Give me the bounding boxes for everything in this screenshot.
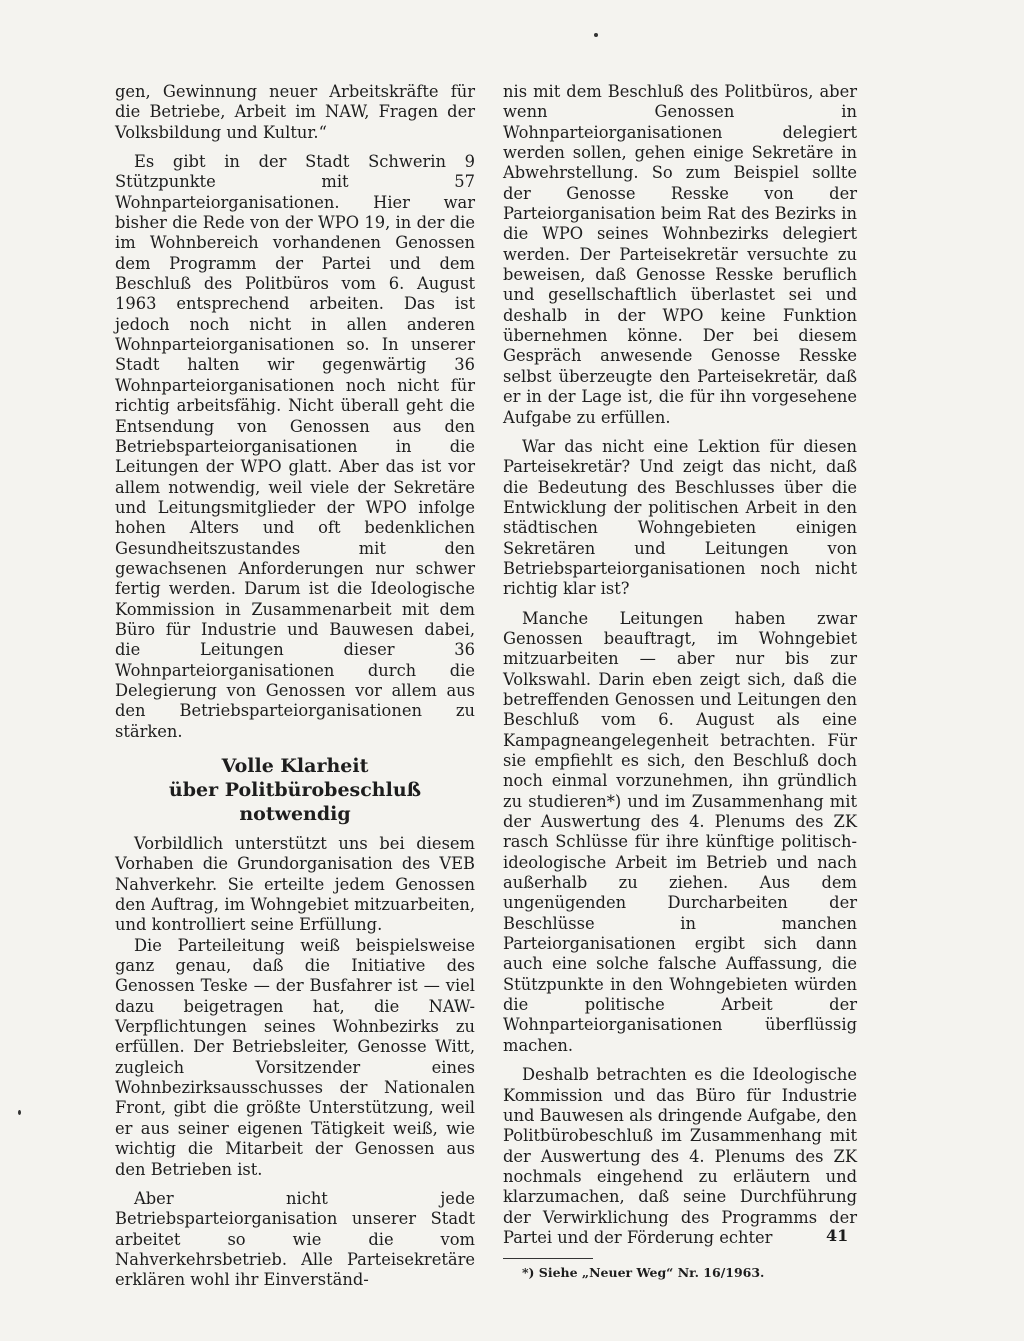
- right-column: [503, 82, 857, 1281]
- left-column: [115, 82, 475, 1291]
- section-heading-line-1: Volle Klarheit: [221, 755, 369, 777]
- page-number: 41: [826, 1226, 849, 1245]
- right-paragraph-2: War das nicht eine Lektion für diesen Parteisekretär? Und zeigt das nicht, daß die Bedeutung des Beschlusses über die Entwicklung der politischen Arbeit in den städtischen Wohngebieten einigen Sekretären und Leitungen von Betriebsparteiorganisationen noch nicht richtig klar ist?: [503, 436, 857, 599]
- left-paragraph-5: Aber nicht jede Betriebsparteiorganisation unserer Stadt arbeitet so wie die vom Nahverkehrsbetrieb. Alle Parteisekretäre erklären wohl ihr Einverständ-: [115, 1188, 475, 1290]
- footnote: *) Siehe „Neuer Weg“ Nr. 16/1963.: [522, 1265, 765, 1281]
- left-paragraph-3: Vorbildlich unterstützt uns bei diesem Vorhaben die Grundorganisation des VEB Nahverkehr. Sie erteilte jedem Genossen den Auftrag, im Wohngebiet mitzuarbeiten, und kontrolliert seine Erfüllung.: [115, 834, 475, 935]
- print-speck: [18, 1110, 21, 1115]
- print-speck: [594, 33, 598, 37]
- left-paragraph-1: gen, Gewinnung neuer Arbeitskräfte für die Betriebe, Arbeit im NAW, Fragen der Volksbildung und Kultur.“: [115, 82, 475, 142]
- section-heading: [115, 754, 475, 826]
- right-paragraph-1: nis mit dem Beschluß des Politbüros, aber wenn Genossen in Wohnparteiorganisationen delegiert werden sollen, gehen einige Sekretäre in Abwehrstellung. So zum Beispiel sollte der Genosse Resske von der Parteiorganisation beim Rat des Bezirks in die WPO seines Wohnbezirks delegiert werden. Der Parteisekretär versuchte zu beweisen, daß Genosse Resske beruflich und gesellschaftlich überlastet sei und deshalb in der WPO keine Funktion übernehmen könne. Der bei diesem Gespräch anwesende Genosse Resske selbst überzeugte den Parteisekretär, daß er in der Lage ist, die für ihn vorgesehene Aufgabe zu erfüllen.: [503, 82, 857, 427]
- right-paragraph-4: Deshalb betrachten es die Ideologische Kommission und das Büro für Industrie und Bauwesen als dringende Aufgabe, den Politbürobeschluß im Zusammenhang mit der Auswertung des 4. Plenums des ZK nochmals eingehend zu erläutern und klarzumachen, daß seine Durchführung der Verwirklichung des Programms der Partei und der Förderung echter: [503, 1065, 857, 1247]
- footnote-divider: [503, 1258, 593, 1259]
- section-heading-line-2: über Politbürobeschluß notwendig: [168, 779, 422, 825]
- right-paragraph-3: Manche Leitungen haben zwar Genossen beauftragt, im Wohngebiet mitzuarbeiten — aber nur bis zur Volkswahl. Darin eben zeigt sich, daß die betreffenden Genossen und Leitungen den Beschluß vom 6. August als eine Kampagneangelegenheit betrachten. Für sie empfiehlt es sich, den Beschluß doch noch einmal vorzunehmen, ihn gründlich zu studieren*) und im Zusammenhang mit der Auswertung des 4. Plenums des ZK rasch Schlüsse für ihre künftige politisch-ideologische Arbeit im Betrieb und nach außerhalb zu ziehen. Aus dem ungenügenden Durcharbeiten der Beschlüsse in manchen Parteiorganisationen ergibt sich dann auch eine solche falsche Auffassung, die Stützpunkte in den Wohngebieten würden die politische Arbeit der Wohnparteiorganisationen überflüssig machen.: [503, 608, 857, 1055]
- left-paragraph-2: Es gibt in der Stadt Schwerin 9 Stützpunkte mit 57 Wohnparteiorganisationen. Hier war bisher die Rede von der WPO 19, in der die im Wohnbereich vorhandenen Genossen dem Programm der Partei und dem Beschluß des Politbüros vom 6. August 1963 entsprechend arbeiten. Das ist jedoch noch nicht in allen anderen Wohnparteiorganisationen so. In unserer Stadt halten wir gegenwärtig 36 Wohnparteiorganisationen noch nicht für richtig arbeitsfähig. Nicht überall geht die Entsendung von Genossen aus den Betriebsparteiorganisationen in die Leitungen der WPO glatt. Aber das ist vor allem notwendig, weil viele der Sekretäre und Leitungsmitglieder der WPO infolge hohen Alters und oft bedenklichen Gesundheitszustandes mit den gewachsenen Anforderungen nur schwer fertig werden. Darum ist die Ideologische Kommission in Zusammenarbeit mit dem Büro für Industrie und Bauwesen dabei, die Leitungen dieser 36 Wohnparteiorganisationen durch die Delegierung von Genossen vor allem aus den Betriebsparteiorganisationen zu stärken.: [115, 152, 475, 741]
- left-paragraph-4: Die Parteileitung weiß beispielsweise ganz genau, daß die Initiative des Genossen Teske — der Busfahrer ist — viel dazu beigetragen hat, die NAW-Verpflichtungen seines Wohnbezirks zu erfüllen. Der Betriebsleiter, Genosse Witt, zugleich Vorsitzender eines Wohnbezirksausschusses der Nationalen Front, gibt die größte Unterstützung, weil er aus seiner eigenen Tätigkeit weiß, wie wichtig die Mitarbeit der Genossen aus den Betrieben ist.: [115, 935, 475, 1179]
